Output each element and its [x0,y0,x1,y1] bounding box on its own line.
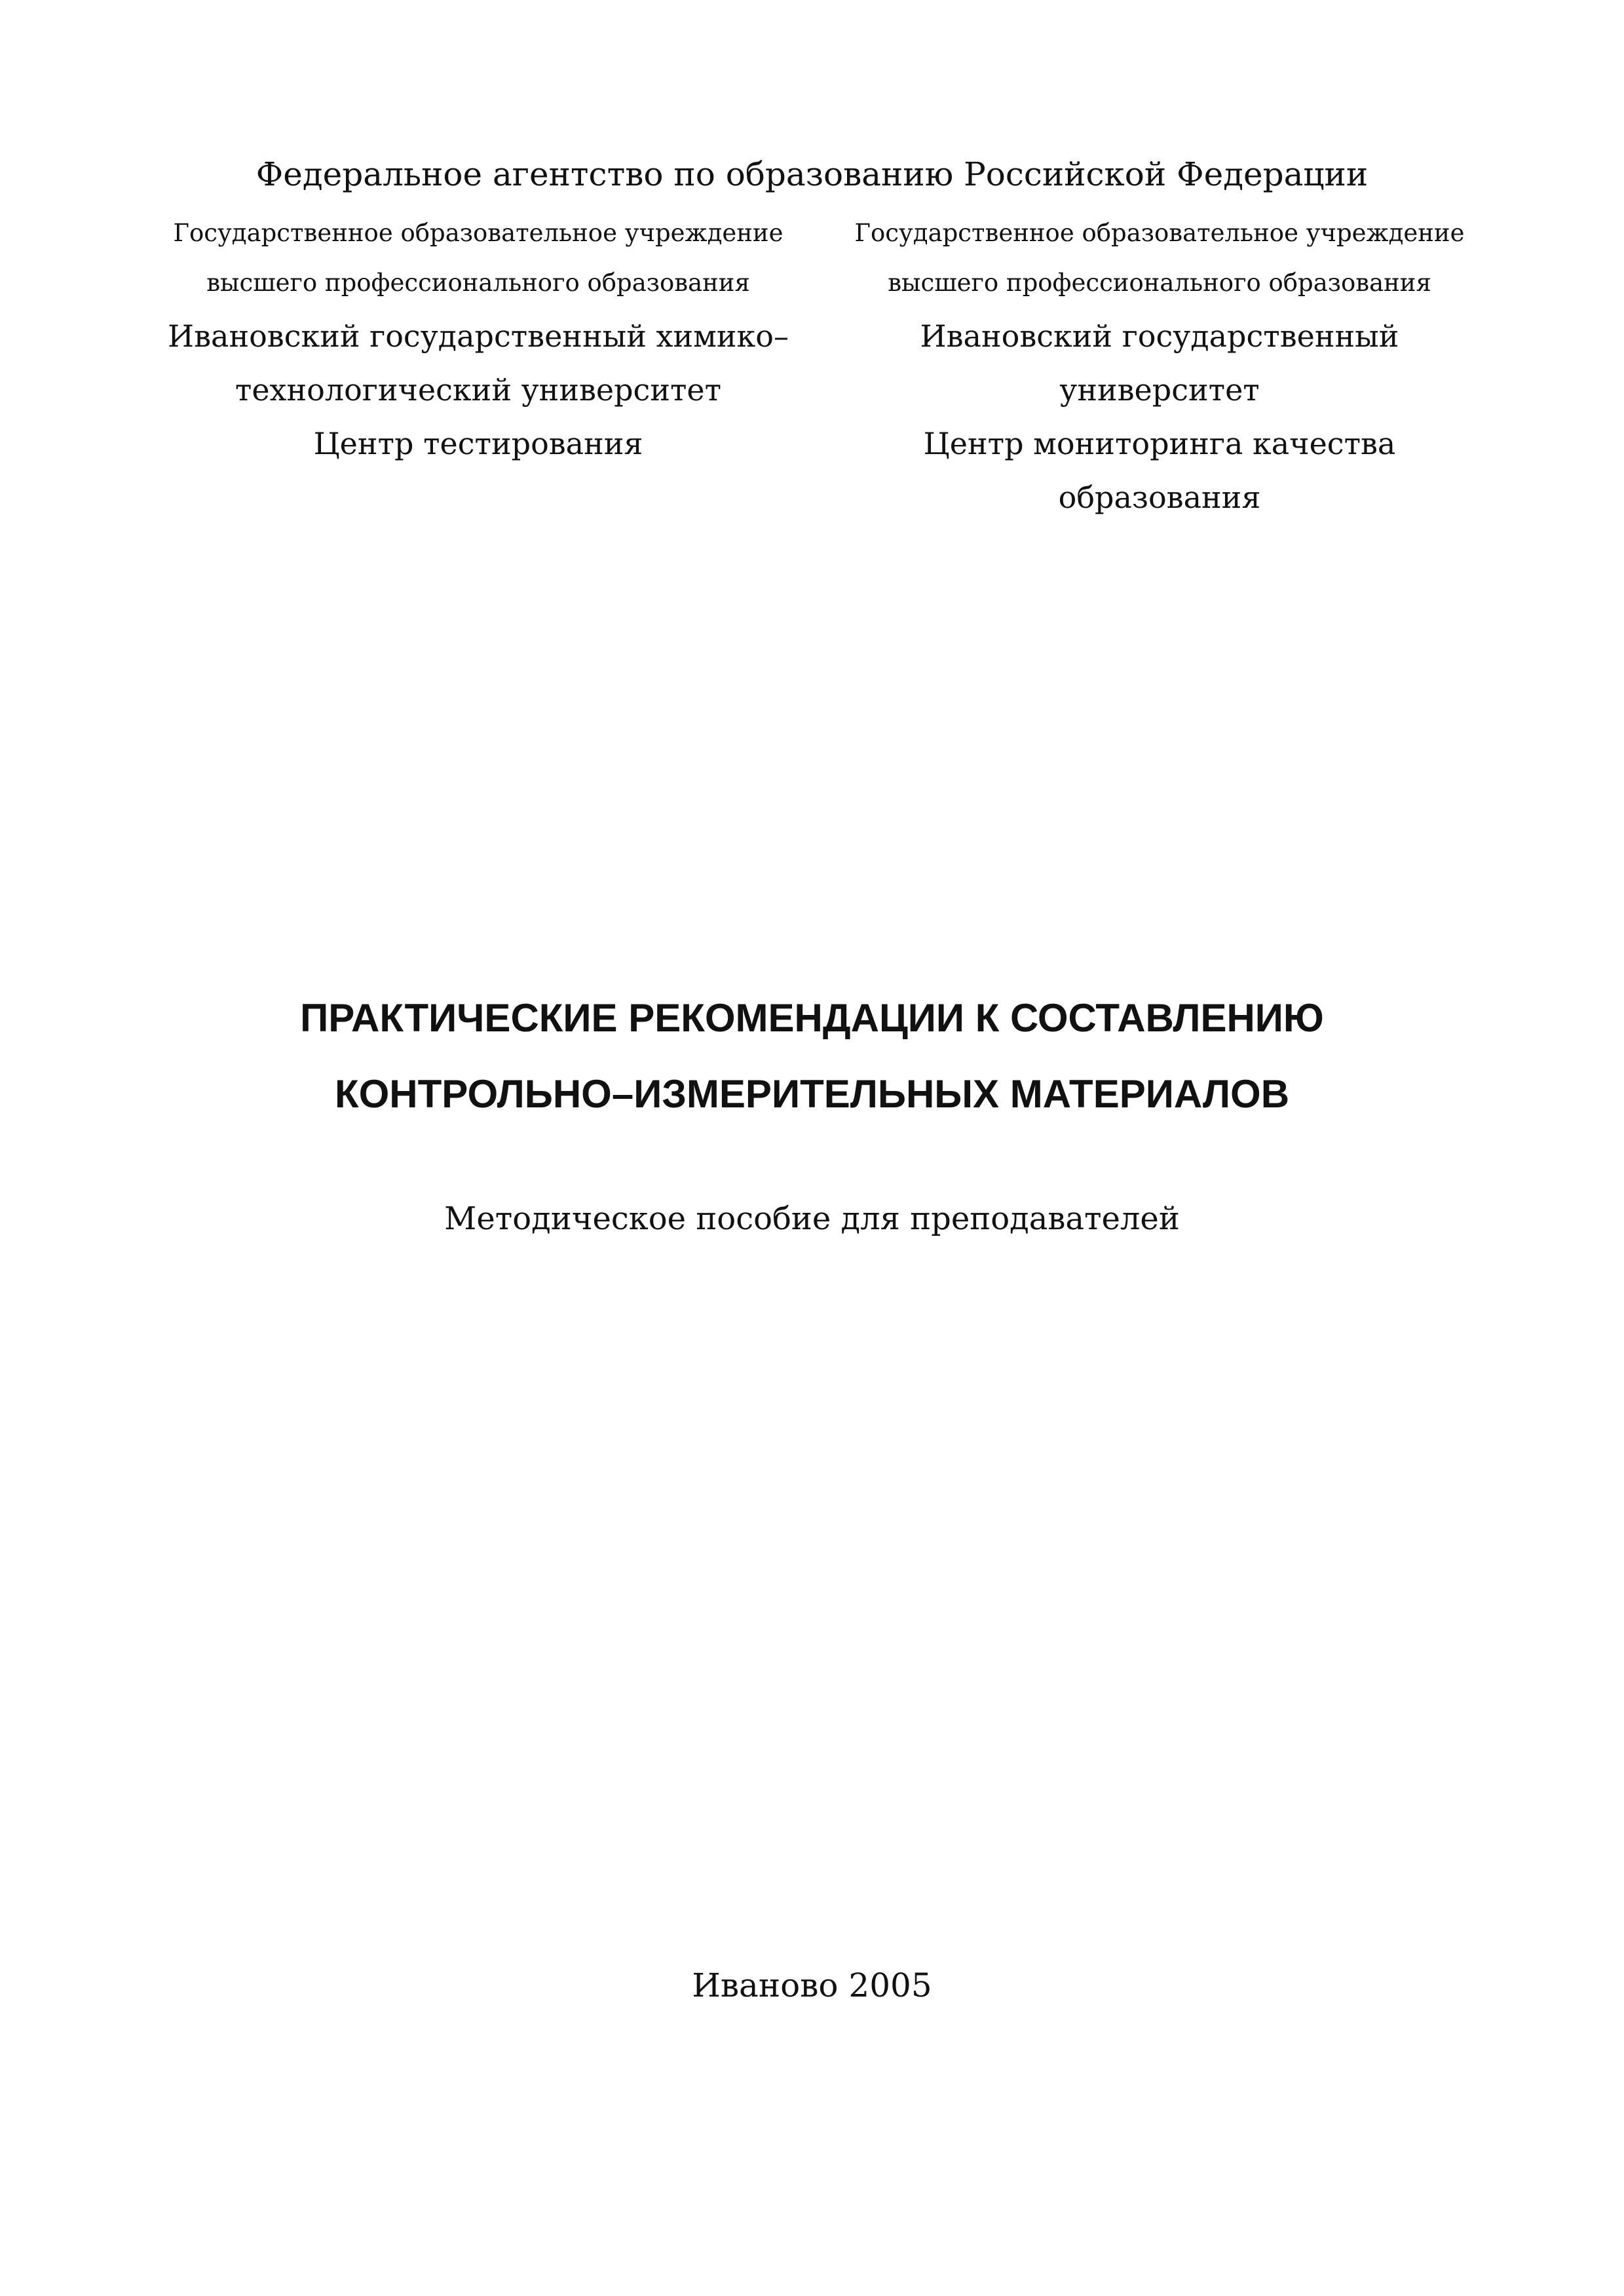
right-institution-type: Государственное образовательное учреждение [854,219,1465,247]
left-institution-block [118,207,839,470]
right-center-name-1: Центр мониторинга качества [923,426,1396,461]
right-institution-block [799,207,1520,524]
document-title [0,980,1624,1132]
left-institution-level: высшего профессионального образования [206,269,750,297]
right-center-name-2: образования [1058,480,1261,515]
document-title-line-1: ПРАКТИЧЕСКИЕ РЕКОМЕНДАЦИИ К СОСТАВЛЕНИЮ [300,996,1324,1040]
document-subtitle: Методическое пособие для преподавателей [444,1200,1180,1237]
left-center-name: Центр тестирования [313,426,643,461]
left-institution-type: Государственное образовательное учреждение [173,219,784,247]
right-institution-name-1: Ивановский государственный [920,318,1399,354]
city-year: Иваново 2005 [692,1966,932,2004]
right-institution-name-2: университет [1059,372,1260,408]
left-institution-name-1: Ивановский государственный химико– [168,318,789,354]
left-institution-name-2: технологический университет [235,372,722,408]
right-institution-level: высшего профессионального образования [888,269,1431,297]
agency-name: Федеральное агентство по образованию Российской Федерации [255,155,1369,193]
document-title-line-2: КОНТРОЛЬНО–ИЗМЕРИТЕЛЬНЫХ МАТЕРИАЛОВ [334,1072,1290,1116]
